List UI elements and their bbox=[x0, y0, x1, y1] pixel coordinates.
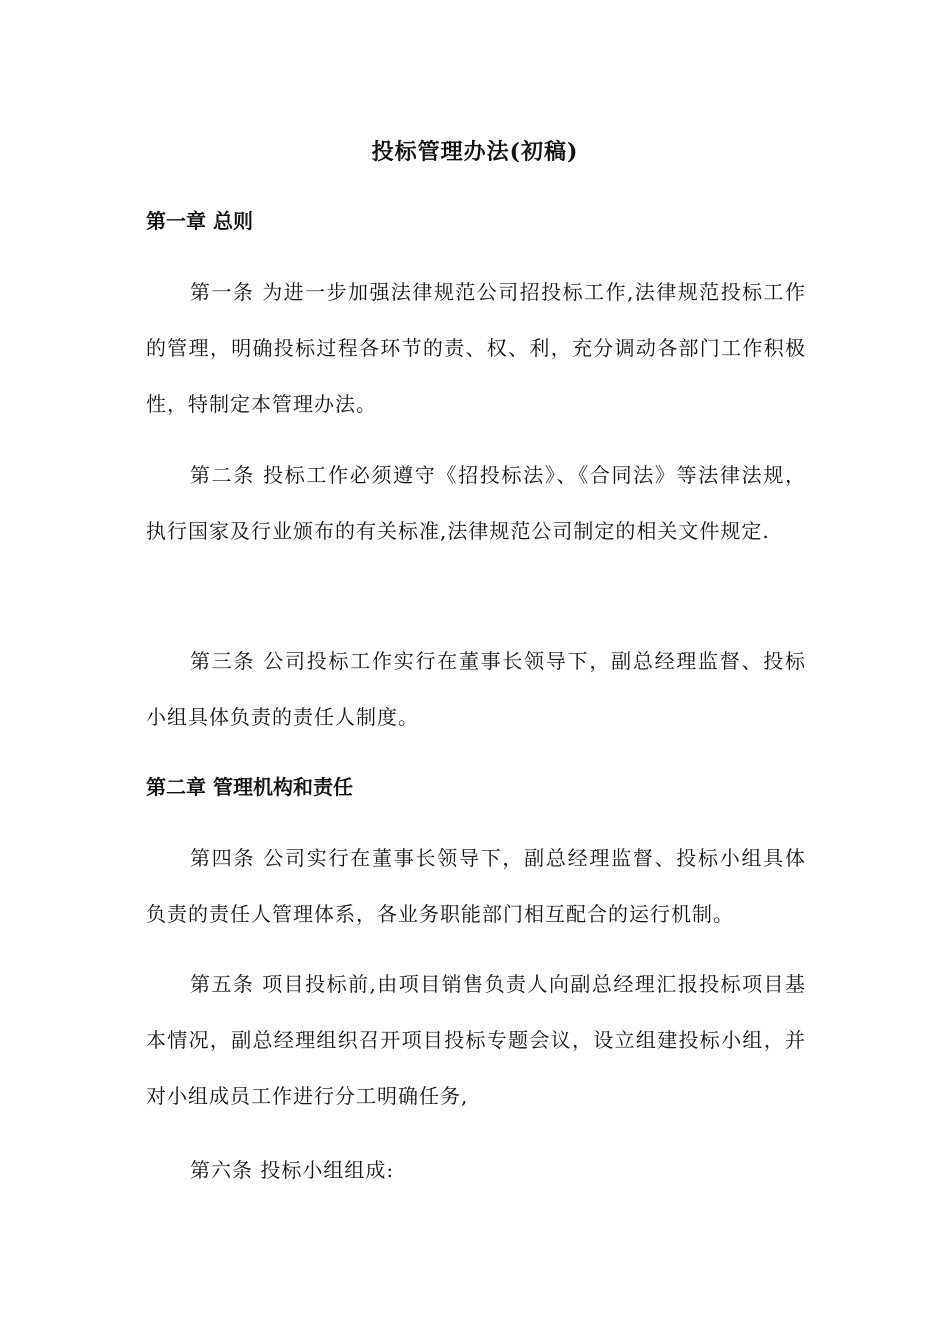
document-title: 投标管理办法(初稿) bbox=[371, 139, 579, 165]
article-5-paragraph: 第五条 项目投标前,由项目销售负责人向副总经理汇报投标项目基本情况，副总经理组织召开项目投标专题会议，设立组建投标小组，并对小组成员工作进行分工明确任务, bbox=[146, 972, 806, 1108]
chapter-2-heading: 第二章 管理机构和责任 bbox=[146, 775, 353, 799]
article-2-paragraph: 第二条 投标工作必须遵守《招投标法》、《合同法》等法律法规，执行国家及行业颁布的有关标准,法律规范公司制定的相关文件规定. bbox=[146, 463, 806, 543]
article-4-paragraph: 第四条 公司实行在董事长领导下，副总经理监督、投标小组具体负责的责任人管理体系，各业务职能部门相互配合的运行机制。 bbox=[146, 846, 806, 926]
article-1-paragraph: 第一条 为进一步加强法律规范公司招投标工作,法律规范投标工作的管理，明确投标过程各环节的责、权、利，充分调动各部门工作积极性，特制定本管理办法。 bbox=[146, 280, 806, 416]
chapter-1-heading: 第一章 总则 bbox=[146, 209, 253, 233]
article-3-paragraph: 第三条 公司投标工作实行在董事长领导下，副总经理监督、投标小组具体负责的责任人制度。 bbox=[146, 649, 806, 729]
article-6-paragraph: 第六条 投标小组组成: bbox=[190, 1158, 395, 1182]
